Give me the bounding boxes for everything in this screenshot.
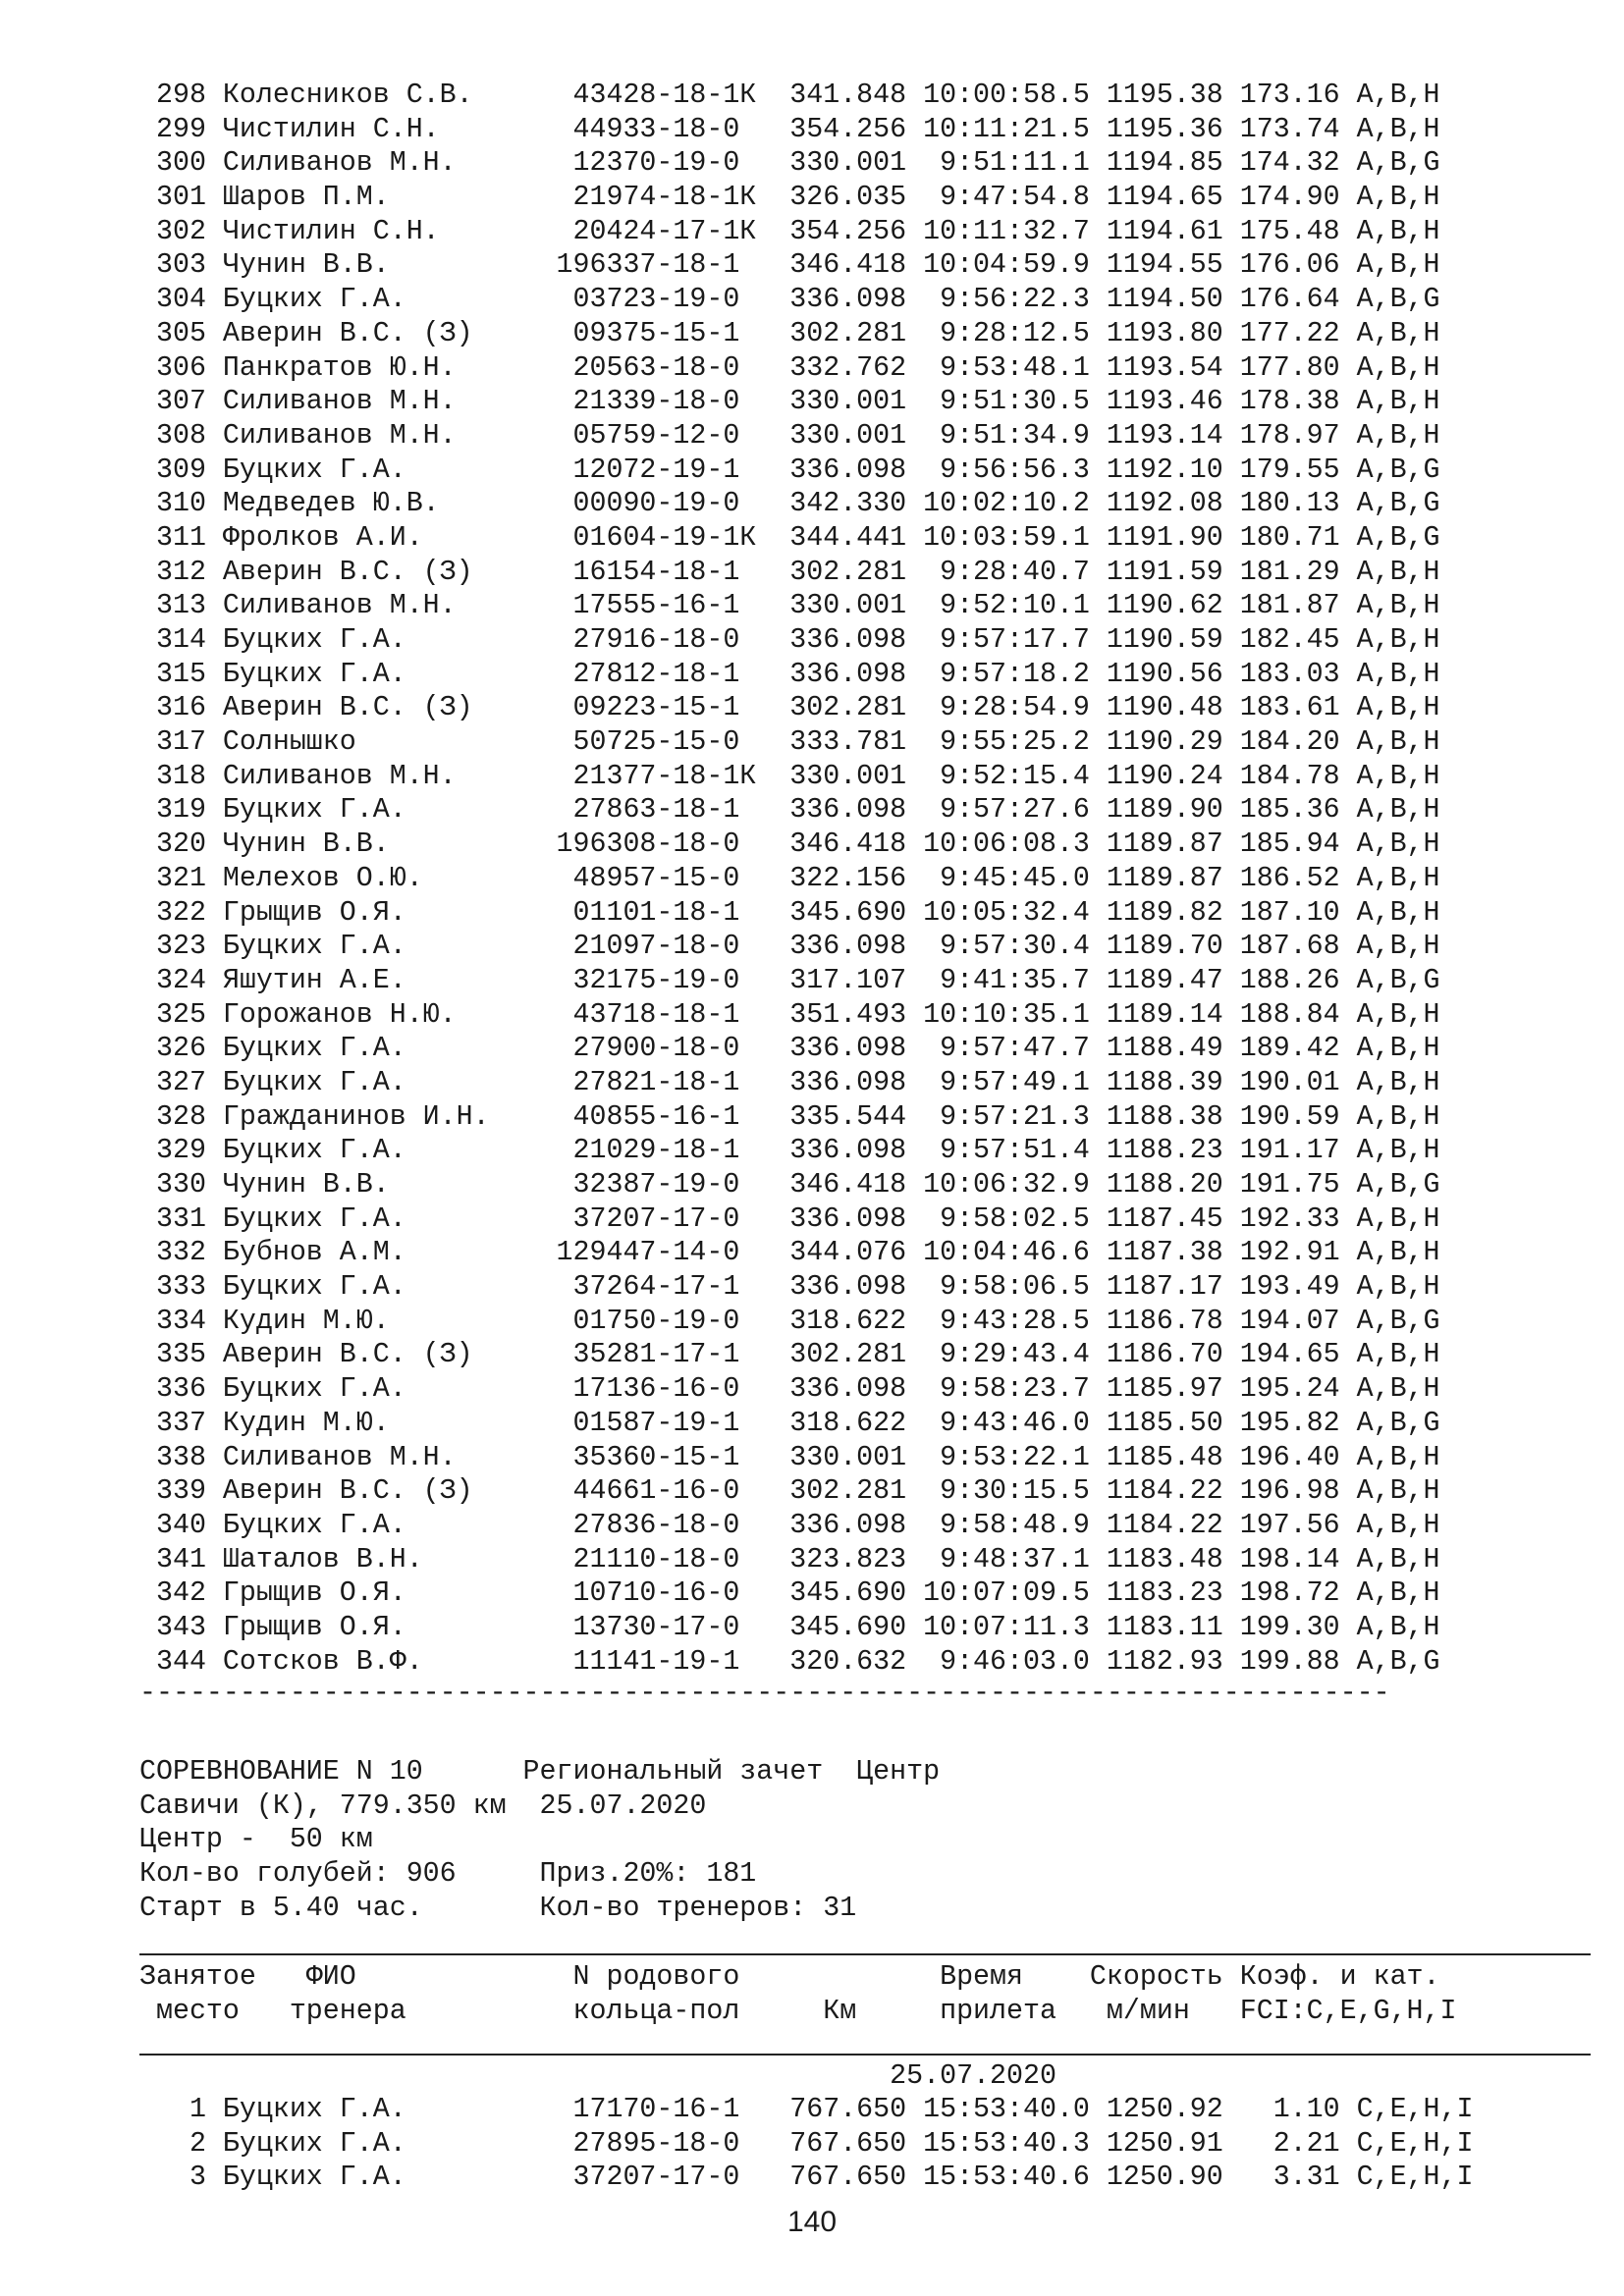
table-row: 314 Буцких Г.А. 27916-18-0 336.098 9:57:17.7 1190.59 182.45 A,B,H [139, 624, 1440, 656]
table-row: 333 Буцких Г.А. 37264-17-1 336.098 9:58:06.5 1187.17 193.49 A,B,H [139, 1271, 1440, 1304]
table-row: 338 Силиванов М.Н. 35360-15-1 330.001 9:53:22.1 1185.48 196.40 A,B,H [139, 1441, 1440, 1473]
table-row: 313 Силиванов М.Н. 17555-16-1 330.001 9:52:10.1 1190.62 181.87 A,B,H [139, 590, 1440, 622]
table-row: 300 Силиванов М.Н. 12370-19-0 330.001 9:51:11.1 1194.85 174.32 A,B,G [139, 147, 1440, 180]
column-headers [139, 1960, 1457, 2028]
table-row: 341 Шаталов В.Н. 21110-18-0 323.823 9:48:37.1 1183.48 198.14 A,B,H [139, 1543, 1440, 1575]
table-row: 309 Буцких Г.А. 12072-19-1 336.098 9:56:56.3 1192.10 179.55 A,B,G [139, 454, 1440, 486]
table-row: 1 Буцких Г.А. 17170-16-1 767.650 15:53:40.0 1250.92 1.10 C,E,H,I [139, 2094, 1474, 2125]
table-row: 3 Буцких Г.А. 37207-17-0 767.650 15:53:40.6 1250.90 3.31 C,E,H,I [139, 2162, 1474, 2194]
table-row: 307 Силиванов М.Н. 21339-18-0 330.001 9:51:30.5 1193.46 178.38 A,B,H [139, 386, 1440, 418]
table-row: 323 Буцких Г.А. 21097-18-0 336.098 9:57:30.4 1189.70 187.68 A,B,H [139, 931, 1440, 963]
table-row: 304 Буцких Г.А. 03723-19-0 336.098 9:56:22.3 1194.50 176.64 A,B,G [139, 284, 1440, 316]
header-line: Кол-во голубей: 906 Приз.20%: 181 [139, 1858, 757, 1891]
competition-header [139, 1755, 940, 1925]
date-heading: 25.07.2020 [139, 2060, 1056, 2092]
table-row: 310 Медведев Ю.В. 00090-19-0 342.330 10:02:10.2 1192.08 180.13 A,B,G [139, 488, 1440, 520]
table-row: 342 Грыщив О.Я. 10710-16-0 345.690 10:07:09.5 1183.23 198.72 A,B,H [139, 1577, 1440, 1610]
table-row: 319 Буцких Г.А. 27863-18-1 336.098 9:57:27.6 1189.90 185.36 A,B,H [139, 794, 1440, 827]
table-row: 316 Аверин В.С. (З) 09223-15-1 302.281 9:28:54.9 1190.48 183.61 A,B,H [139, 692, 1440, 724]
table-row: 301 Шаров П.М. 21974-18-1К 326.035 9:47:54.8 1194.65 174.90 A,B,H [139, 182, 1440, 214]
table-row: 315 Буцких Г.А. 27812-18-1 336.098 9:57:18.2 1190.56 183.03 A,B,H [139, 658, 1440, 690]
page-number: 140 [786, 2206, 838, 2238]
table-row: 340 Буцких Г.А. 27836-18-0 336.098 9:58:48.9 1184.22 197.56 A,B,H [139, 1509, 1440, 1541]
table-row: 302 Чистилин С.Н. 20424-17-1К 354.256 10:11:32.7 1194.61 175.48 A,B,H [139, 215, 1440, 247]
table-row: 312 Аверин В.С. (З) 16154-18-1 302.281 9:28:40.7 1191.59 181.29 A,B,H [139, 556, 1440, 588]
header-line: Старт в 5.40 час. Кол-во тренеров: 31 [139, 1892, 857, 1924]
results-table-bottom [139, 2093, 1473, 2195]
table-row: 317 Солнышко 50725-15-0 333.781 9:55:25.2 1190.29 184.20 A,B,H [139, 726, 1440, 759]
table-row: 305 Аверин В.С. (З) 09375-15-1 302.281 9:28:12.5 1193.80 177.22 A,B,H [139, 317, 1440, 349]
table-row: 2 Буцких Г.А. 27895-18-0 767.650 15:53:40.3 1250.91 2.21 C,E,H,I [139, 2127, 1474, 2160]
table-row: 318 Силиванов М.Н. 21377-18-1К 330.001 9:52:15.4 1190.24 184.78 A,B,H [139, 760, 1440, 792]
table-row: 326 Буцких Г.А. 27900-18-0 336.098 9:57:47.7 1188.49 189.42 A,B,H [139, 1033, 1440, 1065]
table-row: 321 Мелехов О.Ю. 48957-15-0 322.156 9:45:45.0 1189.87 186.52 A,B,H [139, 862, 1440, 894]
table-row: 330 Чунин В.В. 32387-19-0 346.418 10:06:32.9 1188.20 191.75 A,B,G [139, 1169, 1440, 1201]
table-row: 325 Горожанов Н.Ю. 43718-18-1 351.493 10:10:35.1 1189.14 188.84 A,B,H [139, 998, 1440, 1031]
table-row: 299 Чистилин С.Н. 44933-18-0 354.256 10:11:21.5 1195.36 173.74 A,B,H [139, 113, 1440, 145]
header-line: Центр - 50 км [139, 1824, 373, 1856]
table-row: 298 Колесников С.В. 43428-18-1К 341.848 10:00:58.5 1195.38 173.16 A,B,H [139, 80, 1440, 111]
section-divider: --------------------------------------------------------------------------- [139, 1678, 1390, 1709]
header-rule-top [139, 1953, 1591, 1955]
table-row: 335 Аверин В.С. (З) 35281-17-1 302.281 9:29:43.4 1186.70 194.65 A,B,H [139, 1339, 1440, 1371]
table-row: 303 Чунин В.В. 196337-18-1 346.418 10:04:59.9 1194.55 176.06 A,B,H [139, 249, 1440, 282]
table-row: 324 Яшутин А.Е. 32175-19-0 317.107 9:41:35.7 1189.47 188.26 A,B,G [139, 964, 1440, 996]
table-row: 339 Аверин В.С. (З) 44661-16-0 302.281 9:30:15.5 1184.22 196.98 A,B,H [139, 1475, 1440, 1508]
table-row: 306 Панкратов Ю.Н. 20563-18-0 332.762 9:53:48.1 1193.54 177.80 A,B,H [139, 351, 1440, 384]
table-row: 329 Буцких Г.А. 21029-18-1 336.098 9:57:51.4 1188.23 191.17 A,B,H [139, 1135, 1440, 1167]
header-line: СОРЕВНОВАНИЕ N 10 Региональный зачет Центр [139, 1756, 941, 1788]
header-line: Савичи (К), 779.350 км 25.07.2020 [139, 1789, 707, 1822]
table-row: 322 Грыщив О.Я. 01101-18-1 345.690 10:05:32.4 1189.82 187.10 A,B,H [139, 896, 1440, 929]
header-rule-bottom [139, 2054, 1591, 2056]
column-header-line: Занятое ФИО N родового Время Скорость Коэф. и кат. [139, 1961, 1440, 1993]
table-row: 336 Буцких Г.А. 17136-16-0 336.098 9:58:23.7 1185.97 195.24 A,B,H [139, 1373, 1440, 1406]
table-row: 337 Кудин М.Ю. 01587-19-1 318.622 9:43:46.0 1185.50 195.82 A,B,G [139, 1407, 1440, 1439]
table-row: 311 Фролков А.И. 01604-19-1К 344.441 10:03:59.1 1191.90 180.71 A,B,G [139, 521, 1440, 554]
table-row: 332 Бубнов А.М. 129447-14-0 344.076 10:04:46.6 1187.38 192.91 A,B,H [139, 1237, 1440, 1269]
table-row: 328 Гражданинов И.Н. 40855-16-1 335.544 9:57:21.3 1188.38 190.59 A,B,H [139, 1100, 1440, 1133]
column-header-line: место тренера кольца-пол Км прилета м/мин FCI:C,E,G,H,I [139, 1995, 1457, 2027]
table-row: 334 Кудин М.Ю. 01750-19-0 318.622 9:43:28.5 1186.78 194.07 A,B,G [139, 1305, 1440, 1337]
table-row: 343 Грыщив О.Я. 13730-17-0 345.690 10:07:11.3 1183.11 199.30 A,B,H [139, 1611, 1440, 1643]
table-row: 327 Буцких Г.А. 27821-18-1 336.098 9:57:49.1 1188.39 190.01 A,B,H [139, 1066, 1440, 1098]
table-row: 308 Силиванов М.Н. 05759-12-0 330.001 9:51:34.9 1193.14 178.97 A,B,H [139, 419, 1440, 452]
table-row: 344 Сотсков В.Ф. 11141-19-1 320.632 9:46:03.0 1182.93 199.88 A,B,G [139, 1645, 1440, 1678]
results-table-top [139, 79, 1440, 1679]
table-row: 331 Буцких Г.А. 37207-17-0 336.098 9:58:02.5 1187.45 192.33 A,B,H [139, 1202, 1440, 1235]
table-row: 320 Чунин В.В. 196308-18-0 346.418 10:06:08.3 1189.87 185.94 A,B,H [139, 828, 1440, 861]
